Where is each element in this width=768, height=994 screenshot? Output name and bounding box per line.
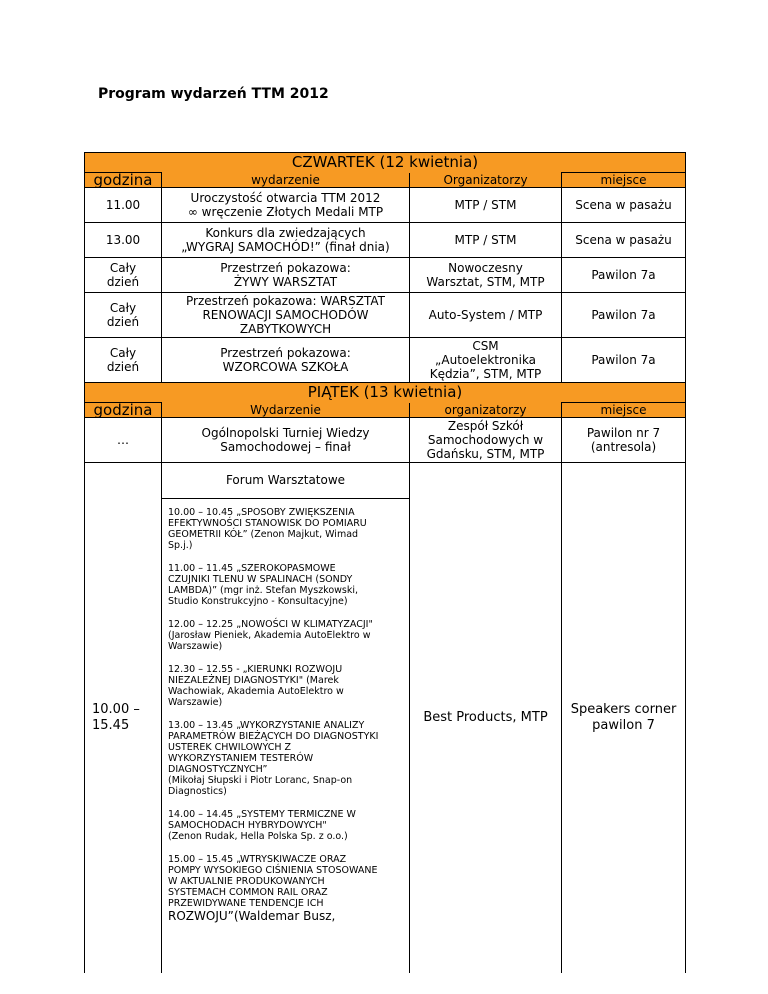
forum-cell xyxy=(162,463,410,974)
header-place: miejsce xyxy=(562,173,686,188)
time-line: Cały xyxy=(109,346,137,360)
talk-line: NIEZALEŻNEJ DIAGNOSTYKI" (Marek xyxy=(168,675,339,686)
organizer-line: Samochodowych w xyxy=(427,433,544,447)
organizer-line: Gdańsku, STM, MTP xyxy=(426,447,545,461)
organizer-cell xyxy=(410,338,562,383)
place-cell: Pawilon 7a xyxy=(562,293,686,338)
place-cell: Pawilon 7a xyxy=(562,258,686,293)
time-line: Cały xyxy=(109,301,137,315)
talk-line: W AKTUALNIE PRODUKOWANYCH xyxy=(168,876,325,887)
time-cell: 13.00 xyxy=(85,223,162,258)
time-cell: … xyxy=(85,418,162,463)
header-organizer: Organizatorzy xyxy=(410,173,562,188)
talk-line: Diagnostics) xyxy=(168,786,227,797)
time-line: dzień xyxy=(106,275,140,289)
time-line: 15.45 xyxy=(92,718,130,733)
time-line: dzień xyxy=(106,315,140,329)
organizer-cell: MTP / STM xyxy=(410,188,562,223)
forum-talk xyxy=(168,607,405,652)
day-label-thursday: CZWARTEK (12 kwietnia) xyxy=(85,153,686,173)
place-line: Pawilon nr 7 xyxy=(586,426,661,440)
day-header-row-friday xyxy=(85,383,686,403)
place-cell: Scena w pasażu xyxy=(562,188,686,223)
event-line: Uroczystość otwarcia TTM 2012 xyxy=(190,191,381,205)
talk-line: POMPY WYSOKIEGO CIŚNIENIA STOSOWANE xyxy=(168,865,378,876)
forum-talk xyxy=(168,708,405,797)
talk-line: PRZEWIDYWANE TENDENCJE ICH xyxy=(168,898,324,909)
organizer-cell xyxy=(410,258,562,293)
table-row xyxy=(85,188,686,223)
talk-line: DIAGNOSTYCZNYCH” xyxy=(168,764,268,775)
talk-line: EFEKTYWNOŚCI STANOWISK DO POMIARU xyxy=(168,518,367,529)
talk-line: SAMOCHODACH HYBRYDOWYCH" xyxy=(168,820,327,831)
event-line: Ogólnopolski Turniej Wiedzy xyxy=(201,426,370,440)
talk-line: (Zenon Rudak, Hella Polska Sp. z o.o.) xyxy=(168,831,348,842)
talk-line: 14.00 – 14.45 „SYSTEMY TERMICZNE W xyxy=(168,809,356,820)
header-place: miejsce xyxy=(562,403,686,418)
table-row xyxy=(85,223,686,258)
column-header-row xyxy=(85,173,686,188)
event-line: „WYGRAJ SAMOCHÓD!” (finał dnia) xyxy=(181,240,390,254)
talk-line: Wachowiak, Akademia AutoElektro w xyxy=(168,686,344,697)
organizer-cell: MTP / STM xyxy=(410,223,562,258)
header-event: Wydarzenie xyxy=(162,403,410,418)
time-cell: 11.00 xyxy=(85,188,162,223)
header-time: godzina xyxy=(85,403,162,418)
table-row xyxy=(85,338,686,383)
time-cell xyxy=(85,338,162,383)
talk-line: 15.00 – 15.45 „WTRYSKIWACZE ORAZ xyxy=(168,854,347,865)
organizer-cell xyxy=(410,418,562,463)
talk-line: SYSTEMACH COMMON RAIL ORAZ xyxy=(168,887,328,898)
talk-line: PARAMETRÓW BIEŻĄCYCH DO DIAGNOSTYKI xyxy=(168,731,379,742)
time-line: Cały xyxy=(109,261,137,275)
event-line: RENOWACJI SAMOCHODÓW xyxy=(202,308,369,322)
event-cell xyxy=(162,188,410,223)
organizer-cell: Best Products, MTP xyxy=(410,463,562,974)
time-line: 10.00 – xyxy=(92,702,140,717)
table-row xyxy=(85,463,686,974)
event-cell xyxy=(162,223,410,258)
time-line: dzień xyxy=(106,360,140,374)
talk-line: Studio Konstrukcyjno - Konsultacyjne) xyxy=(168,596,348,607)
talk-line: 12.30 – 12.55 - „KIERUNKI ROZWOJU xyxy=(168,664,343,675)
time-cell xyxy=(85,463,162,974)
talk-line: Warszawie) xyxy=(168,641,223,652)
talk-line: (Mikołaj Słupski i Piotr Loranc, Snap-on xyxy=(168,775,353,786)
event-line: Konkurs dla zwiedzających xyxy=(205,226,366,240)
day-label-friday: PIĄTEK (13 kwietnia) xyxy=(85,383,686,403)
talk-line: 10.00 – 10.45 „SPOSOBY ZWIĘKSZENIA xyxy=(168,507,355,518)
organizer-line: CSM xyxy=(472,339,499,353)
talk-line: LAMBDA)” (mgr inż. Stefan Myszkowski, xyxy=(168,585,359,596)
header-time: godzina xyxy=(85,173,162,188)
forum-title: Forum Warsztatowe xyxy=(162,463,409,499)
page-title: Program wydarzeń TTM 2012 xyxy=(98,86,329,102)
forum-talk-list xyxy=(162,499,409,923)
event-line: Przestrzeń pokazowa: xyxy=(220,261,351,275)
event-cell xyxy=(162,258,410,293)
organizer-line: Zespół Szkół xyxy=(447,419,524,433)
talk-line: 13.00 – 13.45 „WYKORZYSTANIE ANALIZY xyxy=(168,720,365,731)
talk-line: 11.00 – 11.45 „SZEROKOPASMOWE xyxy=(168,563,336,574)
place-cell: Scena w pasażu xyxy=(562,223,686,258)
organizer-cell: Auto-System / MTP xyxy=(410,293,562,338)
time-cell xyxy=(85,258,162,293)
event-line: WZORCOWA SZKOŁA xyxy=(222,360,349,374)
talk-line: Sp.j.) xyxy=(168,540,193,551)
talk-line: GEOMETRII KÓŁ” (Zenon Majkut, Wimad xyxy=(168,529,359,540)
event-cell xyxy=(162,418,410,463)
forum-talk xyxy=(168,551,405,607)
place-cell: Pawilon 7a xyxy=(562,338,686,383)
forum-talk xyxy=(168,652,405,708)
talk-line: WYKORZYSTANIEM TESTERÓW xyxy=(168,753,314,764)
event-line: Przestrzeń pokazowa: WARSZTAT xyxy=(186,294,385,308)
header-event: wydarzenie xyxy=(162,173,410,188)
event-line: Samochodowej – finał xyxy=(220,440,351,454)
place-line: pawilon 7 xyxy=(592,718,655,733)
talk-line: 12.00 – 12.25 „NOWOŚCI W KLIMATYZACJI" xyxy=(168,619,373,630)
event-cell xyxy=(162,338,410,383)
table-row xyxy=(85,293,686,338)
event-line: ZABYTKOWYCH xyxy=(239,322,332,336)
event-cell xyxy=(162,293,410,338)
table-row xyxy=(85,418,686,463)
event-line: ∞ wręczenie Złotych Medali MTP xyxy=(187,205,384,219)
place-line: (antresola) xyxy=(590,440,657,454)
event-line: ŻYWY WARSZTAT xyxy=(233,275,338,289)
header-organizer: organizatorzy xyxy=(410,403,562,418)
table-row xyxy=(85,258,686,293)
talk-line: Warszawie) xyxy=(168,697,223,708)
forum-talk xyxy=(168,499,405,551)
talk-line: (Jarosław Pieniek, Akademia AutoElektro w xyxy=(168,630,371,641)
forum-talk xyxy=(168,797,405,842)
talk-line: CZUJNIKI TLENU W SPALINACH (SONDY xyxy=(168,574,353,585)
place-line: Speakers corner xyxy=(570,702,677,717)
organizer-line: Nowoczesny xyxy=(448,261,523,275)
talk-line: USTEREK CHWILOWYCH Z xyxy=(168,742,292,753)
event-line: Przestrzeń pokazowa: xyxy=(220,346,351,360)
column-header-row xyxy=(85,403,686,418)
place-cell xyxy=(562,418,686,463)
place-cell xyxy=(562,463,686,974)
organizer-line: „Autoelektronika xyxy=(434,353,537,367)
day-header-row-thursday xyxy=(85,153,686,173)
organizer-line: Kędzia”, STM, MTP xyxy=(429,367,542,381)
time-cell xyxy=(85,293,162,338)
events-table xyxy=(84,152,686,973)
talk-line: ROZWOJU”(Waldemar Busz, xyxy=(168,909,336,923)
organizer-line: Warsztat, STM, MTP xyxy=(426,275,545,289)
forum-talk xyxy=(168,842,405,923)
